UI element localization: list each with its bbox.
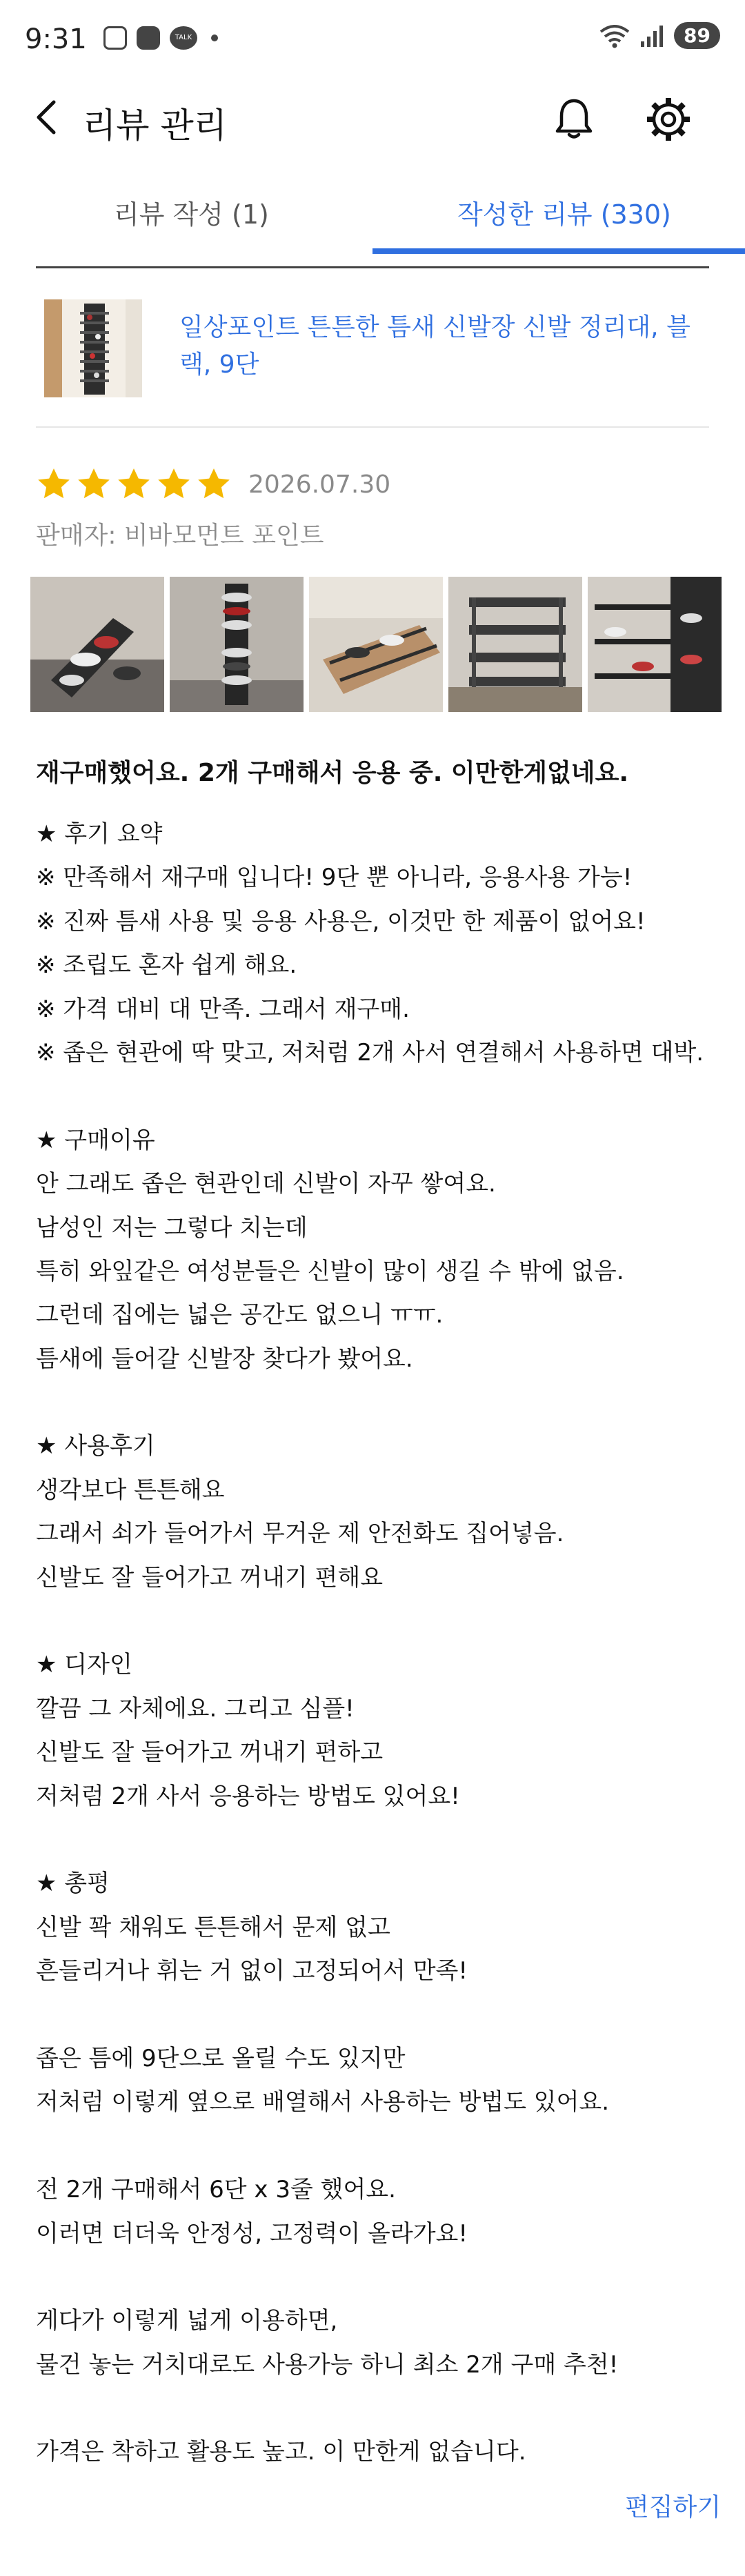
review-line: 그런데 집에는 넓은 공간도 없으니 ㅠㅠ. (36, 1301, 444, 1329)
review-headline: 재구매했어요. 2개 구매해서 응용 중. 이만한게없네요. (36, 759, 629, 787)
seller-name: 판매자: 비바모먼트 포인트 (36, 522, 324, 550)
review-line: ★ 후기 요약 (36, 820, 163, 848)
notification-icons (103, 26, 218, 50)
app-bar (0, 83, 745, 159)
review-line: 가격은 착하고 활용도 높고. 이 만한게 없습니다. (36, 2438, 526, 2466)
review-line: 저처럼 2개 사서 응용하는 방법도 있어요! (36, 1782, 460, 1810)
review-line: 전 2개 구매해서 6단 x 3줄 했어요. (36, 2176, 396, 2204)
review-line: 깔끔 그 자체에요. 그리고 심플! (36, 1694, 355, 1723)
tab-written-reviews[interactable]: 작성한 리뷰 (330) (457, 199, 671, 230)
review-photo[interactable] (30, 577, 164, 712)
review-line (36, 1819, 712, 1862)
bell-icon[interactable] (550, 95, 597, 142)
review-line (36, 2256, 712, 2299)
review-body (36, 813, 712, 2475)
gear-icon[interactable] (644, 95, 693, 143)
rating-row (36, 465, 390, 504)
review-line: 흔들리거나 휘는 거 없이 고정되어서 만족! (36, 1957, 468, 1985)
review-line: 신발도 잘 들어가고 꺼내기 편하고 (36, 1738, 384, 1767)
review-tabs (0, 172, 745, 255)
review-line (36, 1994, 712, 2037)
review-line: ※ 조립도 혼자 쉽게 해요. (36, 951, 297, 980)
review-line: 게다가 이렇게 넓게 이용하면, (36, 2307, 338, 2335)
youtube-icon (137, 26, 160, 50)
more-notifications-icon (211, 34, 218, 41)
page-title: 리뷰 관리 (83, 106, 228, 146)
status-time: 9:31 (25, 23, 87, 55)
review-photo[interactable] (309, 577, 443, 712)
edit-button[interactable]: 편집하기 (625, 2493, 722, 2521)
star-icon (116, 466, 152, 502)
review-line: 안 그래도 좁은 현관인데 신발이 자꾸 쌓여요. (36, 1170, 496, 1198)
review-photo[interactable] (448, 577, 582, 712)
review-line: 신발도 잘 들어가고 꺼내기 편해요 (36, 1563, 384, 1592)
review-line: 저처럼 이렇게 옆으로 배열해서 사용하는 방법도 있어요. (36, 2088, 610, 2117)
review-line: ※ 가격 대비 대 만족. 그래서 재구매. (36, 995, 410, 1023)
review-photo[interactable] (170, 577, 304, 712)
review-line: 좁은 틈에 9단으로 올릴 수도 있지만 (36, 2044, 406, 2072)
star-icon (196, 466, 232, 502)
review-line: ★ 사용후기 (36, 1432, 155, 1460)
product-thumbnail[interactable] (44, 299, 142, 397)
screenshot-icon (103, 26, 127, 50)
star-icon (76, 466, 112, 502)
review-line (36, 1600, 712, 1643)
review-line: 그래서 쇠가 들어가서 무거운 제 안전화도 집어넣음. (36, 1520, 564, 1548)
review-line (36, 1381, 712, 1425)
review-line: ※ 만족해서 재구매 입니다! 9단 뿐 아니라, 응용사용 가능! (36, 864, 633, 892)
star-icon (156, 466, 192, 502)
review-line: ★ 구매이유 (36, 1126, 155, 1154)
wifi-icon (599, 23, 630, 48)
kakaotalk-icon: TALK (170, 26, 197, 50)
review-line: 특히 와잎같은 여성분들은 신발이 많이 생길 수 밖에 없음. (36, 1257, 624, 1285)
system-icons (599, 22, 720, 49)
star-rating (36, 466, 232, 502)
review-line: 신발 꽉 채워도 튼튼해서 문제 없고 (36, 1913, 390, 1941)
status-bar (0, 0, 745, 83)
review-line: 남성인 저는 그렇다 치는데 (36, 1213, 308, 1242)
tab-write-review[interactable]: 리뷰 작성 (1) (114, 199, 269, 230)
battery-indicator: 89 (674, 22, 720, 49)
review-line (36, 2125, 712, 2168)
review-line: ※ 좁은 현관에 딱 맞고, 저처럼 2개 사서 연결해서 사용하면 대박. (36, 1038, 704, 1067)
review-line: 물건 놓는 거치대로도 사용가능 하니 최소 2개 구매 추천! (36, 2350, 619, 2379)
active-tab-indicator (372, 248, 745, 254)
review-line: ※ 진짜 틈새 사용 및 응용 사용은, 이것만 한 제품이 없어요! (36, 907, 646, 935)
review-photos (30, 577, 745, 715)
review-line: 생각보다 튼튼해요 (36, 1476, 225, 1504)
review-line: 틈새에 들어갈 신발장 찾다가 봤어요. (36, 1345, 413, 1373)
product-info[interactable] (36, 290, 709, 428)
divider (36, 426, 709, 428)
divider (36, 266, 709, 268)
star-icon (36, 466, 72, 502)
review-date: 2026.07.30 (248, 470, 391, 499)
review-line: 이러면 더더욱 안정성, 고정력이 올라가요! (36, 2219, 468, 2248)
back-arrow-icon[interactable] (28, 97, 69, 138)
product-name-link[interactable]: 일상포인트 튼튼한 틈새 신발장 신발 정리대, 블랙, 9단 (179, 313, 691, 379)
review-line: ★ 총평 (36, 1870, 110, 1898)
signal-icon (639, 23, 664, 48)
review-line (36, 1075, 712, 1118)
review-line: ★ 디자인 (36, 1651, 132, 1679)
review-line (36, 2387, 712, 2430)
review-photo[interactable] (588, 577, 722, 712)
